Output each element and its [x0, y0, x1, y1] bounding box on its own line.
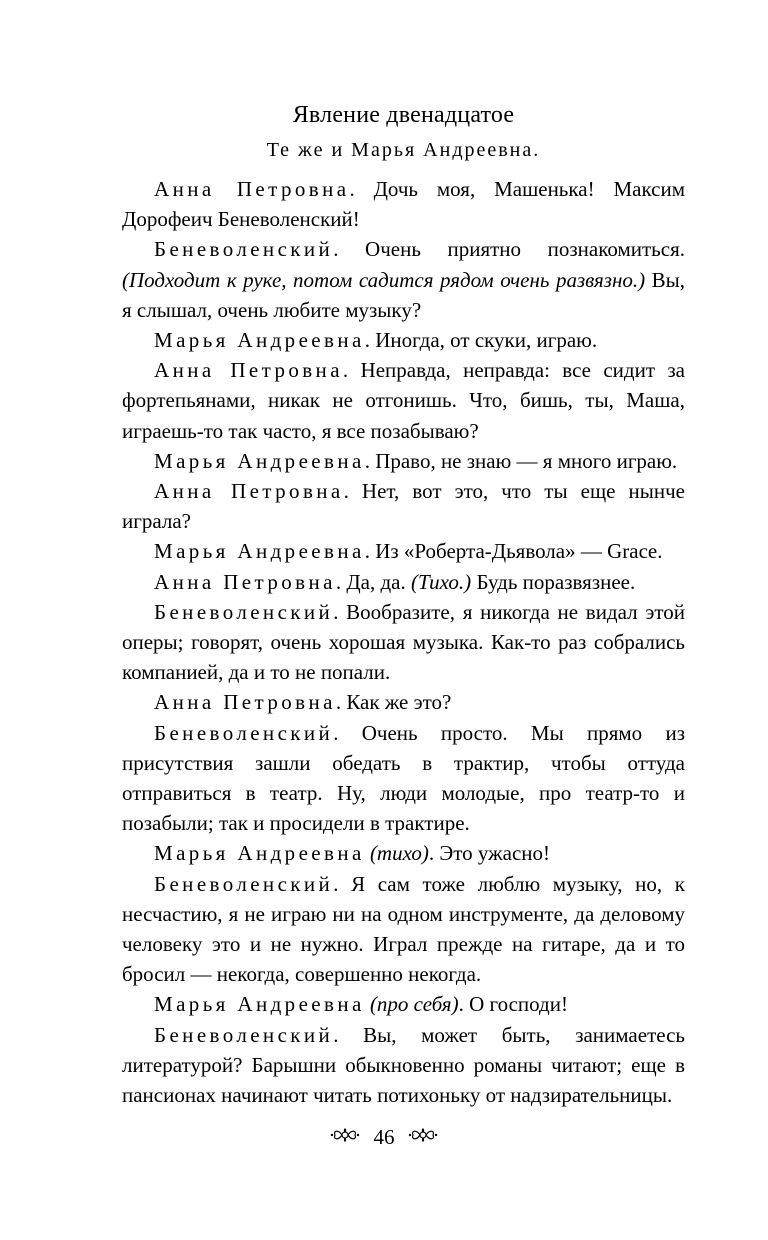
speech-text: . Очень просто. Мы прямо из присутствия зашли обедать в трактир, чтобы оттуда отправиться в театр. Ну, люди молодые, про театр-то и позабыли; так и просидели в трактире. [122, 720, 685, 836]
speaker-name: Беневоленский [154, 599, 334, 624]
speech-text: . О господи! [458, 992, 568, 1017]
speaker-name: Анна Петровна [154, 177, 350, 201]
speaker-name: Анна Петровна [154, 690, 336, 715]
speech-text: Будь поразвязнее. [471, 569, 636, 594]
dialogue-paragraph [122, 567, 685, 597]
stage-direction: (тихо) [369, 841, 429, 866]
speaker-name: Беневоленский [154, 237, 334, 262]
speech-text: . Право, не знаю — я много играю. [364, 448, 678, 473]
speech-text: . Дочь моя, Машенька! Максим Дорофеич Беневоленский! [122, 177, 685, 232]
dialogue-paragraph [122, 687, 685, 717]
dialogue-paragraph [122, 1020, 685, 1111]
scene-characters: Те же и Марья Андреевна. [266, 139, 541, 161]
dialogue-paragraph [122, 325, 685, 355]
dialogue-paragraph [122, 234, 685, 325]
dialogue-paragraph [122, 718, 685, 839]
speaker-name: Анна Петровна [154, 569, 336, 594]
page-body [122, 100, 685, 1110]
speech-text: . Иногда, от скуки, играю. [364, 328, 598, 353]
dialogue-text [122, 174, 685, 1110]
speech-text: . Да, да. [335, 569, 411, 594]
speech-text: . Очень приятно познакомиться. [333, 237, 685, 262]
speaker-name: Марья Андреевна [154, 992, 365, 1017]
dialogue-paragraph [122, 446, 685, 476]
dialogue-paragraph [122, 597, 685, 688]
stage-direction: (про себя) [369, 992, 459, 1017]
floral-ornament-icon [330, 1122, 360, 1152]
speech-text: . Из «Роберта-Дьявола» — Grace. [364, 539, 663, 564]
speaker-name: Анна Петровна [154, 358, 343, 383]
speech-text: . Вообразите, я никогда не видал этой оперы; говорят, очень хорошая музыка. Как-то раз собрались компанией, да и то не попали. [122, 599, 685, 685]
speaker-name: Марья Андреевна [154, 328, 365, 353]
speech-text: . Вы, может быть, занимаетесь литературой? Барышни обыкновенно романы читают; еще в пансионах начинают читать потихоньку от надзирательницы. [122, 1022, 685, 1108]
scene-heading: Явление двенадцатое [292, 102, 515, 128]
page-number: 46 [373, 1125, 395, 1150]
dialogue-paragraph [122, 989, 685, 1019]
dialogue-paragraph [122, 536, 685, 566]
speaker-name: Беневоленский [154, 720, 334, 745]
speaker-name: Марья Андреевна [154, 539, 365, 564]
speech-text: . Как же это? [335, 690, 452, 715]
dialogue-paragraph [122, 174, 685, 234]
speech-text: . Я сам тоже люблю музыку, но, к несчастию, я не играю ни на одном инструменте, да деловому человеку это и не нужно. Играл прежде на гитаре, да и то бросил — некогда, совершенно некогда. [122, 871, 685, 987]
dialogue-paragraph [122, 838, 685, 868]
speaker-name: Марья Андреевна [154, 841, 365, 866]
speech-text: . Нет, вот это, что ты еще нынче играла? [122, 479, 685, 534]
dialogue-paragraph [122, 476, 685, 536]
dialogue-paragraph [122, 869, 685, 990]
stage-direction: (Тихо.) [410, 569, 472, 594]
speaker-name: Беневоленский [154, 1022, 334, 1047]
speaker-name: Анна Петровна [154, 479, 344, 504]
dialogue-paragraph [122, 355, 685, 446]
speech-text: Вы, я слышал, очень любите музыку? [122, 267, 685, 322]
speech-text: . Неправда, неправда: все сидит за фортепьянами, никак не отгонишь. Что, бишь, ты, Маша, играешь-то так часто, я все позабываю? [122, 358, 685, 443]
speech-text: . Это ужасно! [428, 841, 551, 866]
floral-ornament-icon [408, 1122, 438, 1152]
speaker-name: Марья Андреевна [154, 448, 365, 473]
page-footer [0, 1120, 768, 1152]
speaker-name: Беневоленский [154, 871, 334, 896]
stage-direction: (Подходит к руке, потом садится рядом очень развязно.) [122, 267, 646, 292]
